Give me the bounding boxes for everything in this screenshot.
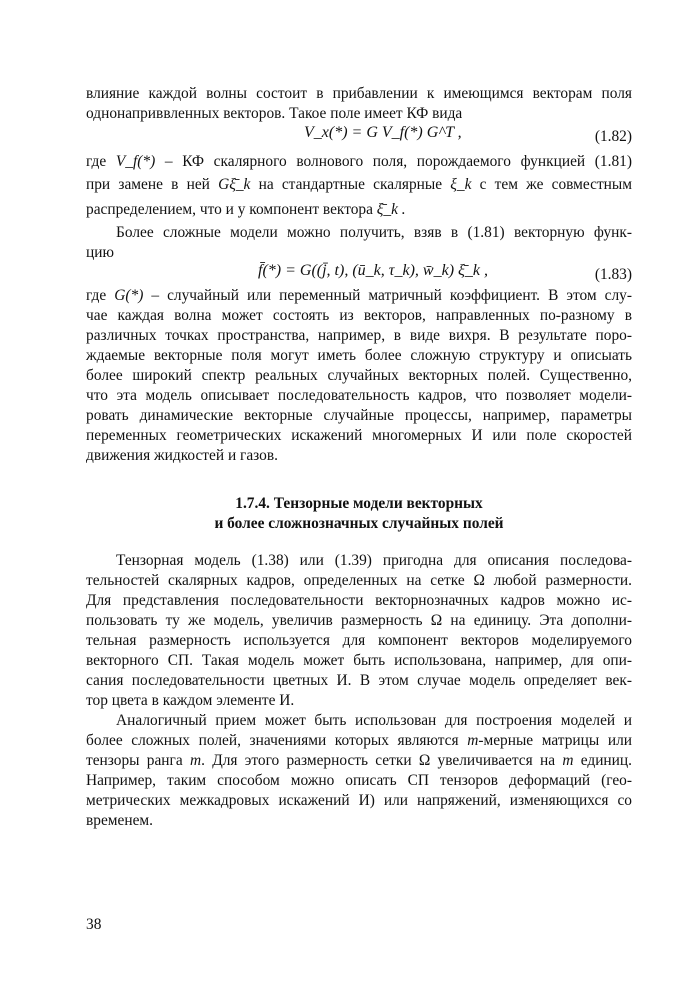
text-line: Для представления последовательности векторнозначных кадров можно ис-	[86, 592, 632, 609]
text-line: что эта модель описывает последовательность кадров, что позволяет модели-	[86, 387, 632, 404]
equation-number: (1.83)	[594, 266, 632, 283]
text-line	[86, 731, 632, 751]
formula-fragment: G(*)	[114, 287, 144, 304]
text-line: сания последовательности цветных И. В этом случае модель определяет век-	[86, 672, 632, 689]
text-line	[86, 286, 632, 306]
text-line: метрических межкадровых искажений И) или напряжений, изменяющихся со	[86, 792, 632, 809]
text-fragment: единиц.	[580, 752, 632, 769]
text-line: тельная размерность используется для компонент векторов моделируемого	[86, 632, 632, 649]
formula-fragment: Gξ̄_k	[218, 176, 251, 193]
text-fragment: с тем же совместным	[479, 176, 632, 193]
section-heading: и более сложнозначных случайных полей	[214, 515, 504, 532]
text-line: Более сложные модели можно получить, взяв в (1.81) векторную функ-	[116, 224, 632, 241]
text-fragment: на стандартные скалярные	[258, 176, 443, 193]
formula-text: f̄(*) = G((j̄, t), (ū_k, τ_k), w̄_k) ξ̄_k ,	[258, 262, 488, 279]
text-line: цию	[86, 244, 114, 261]
equation-number: (1.82)	[594, 128, 632, 145]
formula-1-82	[304, 124, 462, 142]
text-line: пользовать ту же модель, увеличив размерность Ω на единицу. Эта дополни-	[86, 612, 632, 629]
text-fragment: где	[86, 153, 107, 170]
text-line: временем.	[86, 812, 154, 829]
math-variable: m	[467, 732, 479, 749]
text-line: Аналогичный прием может быть использован для построения моделей и	[116, 712, 632, 729]
math-variable: m	[189, 752, 202, 769]
text-line	[86, 751, 632, 771]
text-line: переменных геометрических искажений многомерных И или поле скоростей	[86, 427, 632, 444]
text-fragment: . Для этого размерность сетки Ω увеличивается на	[201, 752, 556, 769]
formula-fragment: ξ̄_k .	[376, 201, 406, 218]
text-line	[86, 200, 632, 220]
formula-1-83	[258, 262, 488, 280]
text-line: Тензорная модель (1.38) или (1.39) пригодна для описания последова-	[116, 552, 632, 569]
formula-text: V_x(*) = G V_f(*) G^T ,	[304, 124, 462, 141]
text-line: более широкий спектр реальных случайных векторных полей. Существенно,	[86, 367, 632, 384]
text-fragment: где	[86, 287, 107, 304]
text-fragment: более сложных полей, значениями которых являются	[86, 732, 459, 749]
formula-fragment: V_f(*)	[115, 153, 156, 170]
text-fragment: – КФ скалярного волнового поля, порождаемого функцией (1.81)	[164, 153, 632, 170]
text-line: различных точках пространства, например, в виде вихря. В результате поро-	[86, 327, 632, 344]
text-line	[86, 175, 632, 195]
text-line: тельностей скалярных кадров, определенных на сетке Ω любой размерности.	[86, 572, 632, 589]
section-heading: 1.7.4. Тензорные модели векторных	[235, 495, 483, 512]
text-fragment: – случайный или переменный матричный коэффициент. В этом слу-	[151, 287, 632, 304]
text-line: векторного СП. Такая модель может быть использована, например, для опи-	[86, 652, 632, 669]
text-fragment: распределением, что и у компонент вектора	[86, 201, 373, 218]
text-fragment: тензоры ранга	[86, 752, 183, 769]
math-variable: m	[562, 752, 574, 769]
text-fragment: при замене в ней	[86, 176, 210, 193]
text-line: ровать динамические векторные случайные процессы, например, параметры	[86, 407, 632, 424]
text-line: Например, таким способом можно описать СП тензоров деформаций (гео-	[86, 772, 632, 789]
text-line: движения жидкостей и газов.	[86, 447, 278, 464]
text-line: чае каждая волна может состоять из векторов, направленных по-разному в	[86, 307, 632, 324]
text-line	[86, 152, 632, 172]
text-line: тор цвета в каждом элементе И.	[86, 692, 295, 709]
text-line: ждаемые векторные поля могут иметь более сложную структуру и описыать	[86, 347, 632, 364]
text-line: влияние каждой волны состоит в прибавлении к имеющимся векторам поля	[86, 85, 632, 102]
text-fragment: -мерные матрицы или	[478, 732, 632, 749]
text-line: однонаприввленных векторов. Такое поле имеет КФ вида	[86, 105, 463, 122]
page-number: 38	[86, 916, 102, 933]
formula-fragment: ξ_k	[450, 176, 472, 193]
